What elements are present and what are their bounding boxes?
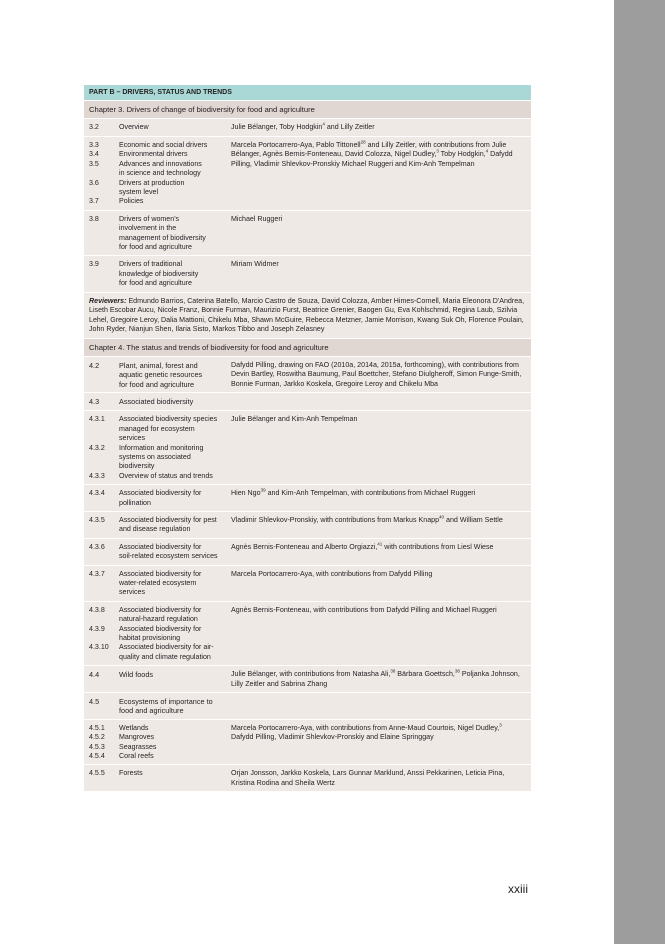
authors-text: and Lilly Zeitler — [324, 123, 375, 131]
section-title: Drivers of women's — [119, 214, 180, 223]
section-title-cell — [119, 724, 231, 762]
section-title: Drivers of traditional — [119, 260, 183, 269]
affiliation-marker: 38 — [454, 668, 460, 674]
section-title: services — [119, 588, 146, 597]
section-number-cell — [84, 361, 119, 389]
section-title-cell — [119, 489, 231, 508]
authors-text — [231, 697, 233, 705]
chapter-3-heading: Chapter 3. Drivers of change of biodiversity for food and agriculture — [84, 100, 531, 118]
section-number: 3.5 — [89, 159, 99, 168]
section-number-cell — [84, 606, 119, 662]
section-title: habitat provisioning — [119, 634, 181, 642]
authors-text: Marcela Portocarrero-Aya, Pablo Tittonell — [231, 141, 361, 149]
section-number — [89, 634, 119, 643]
contributors-table — [84, 85, 531, 791]
section-title: involvement in the — [119, 224, 177, 233]
authors-text: Miriam Widmer — [231, 260, 279, 269]
authors-cell — [231, 361, 531, 389]
section-number: 3.9 — [89, 260, 99, 269]
section-title-cell — [119, 670, 231, 689]
affiliation-marker: 4 — [485, 149, 489, 155]
table-row — [84, 692, 531, 719]
section-number: 3.2 — [89, 123, 99, 131]
section-number: 4.4 — [89, 670, 100, 680]
authors-text: Bärbara Goettsch, — [395, 670, 455, 679]
authors-text: Agnès Bernis-Fonteneau, with contributions from Dafydd Pilling and Michael Ruggeri — [231, 605, 497, 614]
section-title: Associated biodiversity — [119, 397, 194, 407]
authors-cell — [231, 570, 531, 598]
authors-text: Vladimir Shlevkov-Pronskiy, with contributions from Markus Knapp — [231, 515, 440, 524]
section-title: for food and agriculture — [119, 379, 195, 389]
section-number-cell — [84, 489, 119, 508]
section-title: management of biodiversity — [119, 233, 206, 242]
section-title: Wild foods — [119, 670, 154, 680]
section-title: Advances and innovations — [119, 159, 202, 168]
authors-text: and William Settle — [444, 515, 503, 524]
authors-text: Michael Ruggeri — [231, 214, 283, 223]
table-row — [84, 356, 531, 392]
section-title: Coral reefs — [119, 752, 154, 761]
affiliation-marker: 40 — [439, 514, 445, 520]
section-number-cell — [84, 697, 119, 716]
authors-text: and Kim-Anh Tempelman, with contributions from Michael Ruggeri — [265, 489, 476, 498]
table-row — [84, 210, 531, 256]
section-title: Associated biodiversity for air- — [119, 643, 214, 652]
section-number-cell — [84, 670, 119, 689]
section-number: 4.5 — [89, 697, 100, 707]
section-number-cell — [84, 397, 119, 407]
authors-text: Marcela Portocarrero-Aya, with contributions from Anne-Maud Courtois, Nigel Dudley, — [231, 723, 500, 732]
page-side-bar — [614, 0, 665, 944]
section-number — [89, 453, 119, 462]
section-title-cell — [119, 415, 231, 481]
section-title: in science and technology — [119, 169, 201, 178]
table-row — [84, 484, 531, 511]
affiliation-marker: 41 — [377, 541, 383, 547]
affiliation-marker: 4 — [322, 121, 325, 127]
section-title: systems on associated — [119, 452, 191, 461]
section-title: pollination — [119, 498, 151, 507]
table-row — [84, 565, 531, 601]
section-title: Mangroves — [119, 733, 155, 742]
table-row — [84, 538, 531, 565]
section-number: 4.3 — [89, 397, 100, 407]
authors-text: Orjan Jonsson, Jarkko Koskela, Lars Gunnar Marklund, Anssi Pekkarinen, Leticia Pina, Kristina Rodina and Sheila Wertz — [231, 769, 505, 787]
affiliation-marker: 38 — [390, 668, 396, 674]
section-title: Associated biodiversity for — [119, 542, 202, 551]
authors-text: Julie Bélanger, with contributions from Natasha Ali, — [231, 670, 391, 679]
authors-text: Agnès Bernis-Fonteneau and Alberto Orgiazzi, — [231, 542, 378, 551]
authors-cell — [231, 489, 531, 508]
section-number: 4.3.1 — [89, 415, 105, 424]
section-title-cell — [119, 543, 231, 562]
authors-cell — [231, 397, 531, 407]
section-number-cell — [84, 543, 119, 562]
authors-text: with contributions from Liesl Wiese — [382, 542, 494, 551]
affiliation-marker: 3 — [499, 722, 502, 728]
chapter-3-reviewers — [84, 292, 531, 338]
authors-cell — [231, 516, 531, 535]
section-title: Associated biodiversity for — [119, 605, 202, 614]
section-number: 4.3.9 — [89, 624, 105, 633]
section-title-cell — [119, 769, 231, 788]
section-number: 4.3.4 — [89, 489, 105, 498]
section-number-cell — [84, 724, 119, 762]
section-title: Plant, animal, forest and — [119, 361, 198, 371]
section-title-cell — [119, 697, 231, 716]
authors-cell — [231, 543, 531, 562]
table-row — [84, 392, 531, 410]
section-number — [89, 653, 119, 662]
section-number: 4.3.5 — [89, 515, 105, 524]
section-number-cell — [84, 215, 119, 253]
section-number: 4.5.4 — [89, 752, 105, 761]
section-number: 3.7 — [89, 197, 99, 206]
page-number: xxiii — [508, 882, 528, 896]
section-number — [89, 425, 119, 434]
authors-text: Dafydd Pilling, drawing on FAO (2010a, 2014a, 2015a, forthcoming), with contributions from Devin Bartley, Roswitha Baumung, Paul Boettcher, Stefano Diulgheroff, Simon Funge-Smith, Bonnie Furman, Jarkko Koskela, Gregoire Leroy and Chikelu Mba — [231, 361, 522, 388]
section-number: 4.3.2 — [89, 443, 105, 452]
section-title: Wetlands — [119, 723, 149, 732]
section-title: Seagrasses — [119, 742, 157, 751]
section-title: Overview of status and trends — [119, 471, 213, 480]
section-title: water-related ecosystem — [119, 578, 197, 587]
section-number: 3.3 — [89, 141, 99, 149]
table-row — [84, 719, 531, 765]
table-row — [84, 255, 531, 291]
section-number: 4.3.8 — [89, 605, 105, 614]
section-number: 4.5.1 — [89, 723, 105, 732]
authors-cell — [231, 724, 531, 762]
section-number-cell — [84, 123, 119, 133]
section-title-cell — [119, 260, 231, 288]
section-number-cell — [84, 769, 119, 788]
authors-cell — [231, 215, 531, 253]
section-title: Associated biodiversity for pest — [119, 515, 217, 524]
section-title: food and agriculture — [119, 706, 184, 716]
section-number: 4.5.5 — [89, 769, 105, 778]
table-row — [84, 118, 531, 136]
section-title-cell — [119, 123, 231, 133]
authors-cell — [231, 606, 531, 662]
section-number: 4.5.2 — [89, 733, 105, 742]
reviewers-label: Reviewers: — [89, 296, 127, 305]
authors-cell — [231, 697, 531, 716]
authors-text: Julie Bélanger and Kim-Anh Tempelman — [231, 415, 358, 424]
affiliation-marker: 3 — [436, 149, 439, 155]
section-title: natural-hazard regulation — [119, 615, 198, 624]
section-number: 4.3.6 — [89, 542, 105, 551]
authors-text: and Lilly Zeitler, with contributions from Julie Bélanger, Agnès Bernis-Fonteneau, David Colozza, Nigel Dudley, — [231, 141, 507, 159]
authors-text: Julie Bélanger, Toby Hodgkin — [231, 123, 323, 131]
table-row — [84, 665, 531, 692]
section-number: 3.8 — [89, 214, 99, 223]
section-number: 4.3.10 — [89, 643, 109, 652]
section-title-cell — [119, 516, 231, 535]
table-row — [84, 410, 531, 484]
section-number — [89, 462, 119, 471]
section-title-cell — [119, 141, 231, 207]
authors-text: Dafydd Pilling, Vladimir Shlevkov-Pronskiy and Elaine Springgay — [231, 733, 434, 742]
authors-text: Toby Hodgkin, — [438, 150, 486, 159]
section-number — [89, 615, 119, 624]
section-title: Associated biodiversity for — [119, 569, 202, 578]
section-number: 4.5.3 — [89, 742, 105, 751]
authors-cell — [231, 141, 531, 207]
section-number-cell — [84, 141, 119, 207]
section-title: soil-related ecosystem services — [119, 552, 218, 561]
section-title: Economic and social drivers — [119, 141, 208, 149]
chapter-4-rows — [84, 356, 531, 791]
section-title: knowledge of biodiversity — [119, 269, 199, 278]
table-row — [84, 764, 531, 791]
authors-cell — [231, 123, 531, 133]
section-title-cell — [119, 606, 231, 662]
affiliation-marker: 28 — [360, 139, 366, 145]
section-title: for food and agriculture — [119, 279, 192, 288]
authors-cell — [231, 415, 531, 481]
chapter-4-heading: Chapter 4. The status and trends of biodiversity for food and agriculture — [84, 338, 531, 356]
section-number-cell — [84, 260, 119, 288]
affiliation-marker: 39 — [260, 487, 266, 493]
section-title: Overview — [119, 123, 149, 131]
authors-text: Poljanka Johnson, Lilly Zeitler and Sabrina Zhang — [231, 670, 520, 688]
section-title: aquatic genetic resources — [119, 370, 203, 380]
section-number: 3.6 — [89, 178, 99, 187]
part-header: PART B – DRIVERS, STATUS AND TRENDS — [84, 85, 531, 100]
section-title: services — [119, 434, 146, 443]
authors-cell — [231, 260, 531, 288]
section-title: managed for ecosystem — [119, 424, 195, 433]
section-title: for food and agriculture — [119, 243, 192, 252]
section-title: Associated biodiversity for — [119, 624, 202, 633]
authors-text: Marcela Portocarrero-Aya, with contributions from Dafydd Pilling — [231, 569, 433, 578]
section-number-cell — [84, 570, 119, 598]
section-title: Information and monitoring — [119, 443, 204, 452]
section-title: system level — [119, 188, 159, 197]
section-title-cell — [119, 215, 231, 253]
section-number: 4.3.7 — [89, 569, 105, 578]
authors-text — [231, 397, 233, 405]
section-number-cell — [84, 415, 119, 481]
table-row — [84, 511, 531, 538]
section-title: Environmental drivers — [119, 150, 188, 159]
section-number — [89, 188, 119, 197]
section-title: Drivers at production — [119, 178, 185, 187]
section-number — [89, 169, 119, 178]
section-title-cell — [119, 361, 231, 389]
section-title: quality and climate regulation — [119, 652, 211, 661]
table-row — [84, 136, 531, 210]
table-row — [84, 601, 531, 665]
authors-text: Dafydd Pilling, Vladimir Shlevkov-Pronskiy Michael Ruggeri and Kim-Anh Tempelman — [231, 150, 513, 168]
section-title: Forests — [119, 769, 143, 778]
section-title-cell — [119, 397, 231, 407]
authors-text: Hien Ngo — [231, 489, 261, 498]
section-title-cell — [119, 570, 231, 598]
section-number-cell — [84, 516, 119, 535]
section-title: Policies — [119, 197, 144, 206]
section-title: and disease regulation — [119, 525, 191, 534]
authors-cell — [231, 769, 531, 788]
section-number: 4.3.3 — [89, 471, 105, 480]
section-number — [89, 434, 119, 443]
chapter-3-rows — [84, 118, 531, 292]
section-title: Associated biodiversity species — [119, 415, 218, 424]
section-title: biodiversity — [119, 462, 155, 471]
section-number: 3.4 — [89, 150, 99, 159]
section-title: Associated biodiversity for — [119, 489, 202, 498]
section-number: 4.2 — [89, 361, 100, 371]
reviewers-names: Edmundo Barrios, Caterina Batello, Marcio Castro de Souza, David Colozza, Amber Himes-Cornell, Maria Eleonora D'Andrea, Liseth Escobar Aucu, Nicole Franz, Bonnie Furman, Maurizio Furst, Beatrice Grenier, Baogen Gu, Eva Kohlschmid, Regina Laub, Szilvia Lehel, Gregoire Leroy, Dalia Mattioni, Chikelu Mba, Shawn McGuire, Rebecca Metzner, Jamie Morrison, Kwang Suk Oh, Florence Poulain, John Ryder, Nianjun Shen, Ilaria Sisto, Markos Tibbo and Joseph Zelasney — [89, 296, 525, 334]
authors-cell — [231, 670, 531, 689]
section-title: Ecosystems of importance to — [119, 697, 213, 707]
